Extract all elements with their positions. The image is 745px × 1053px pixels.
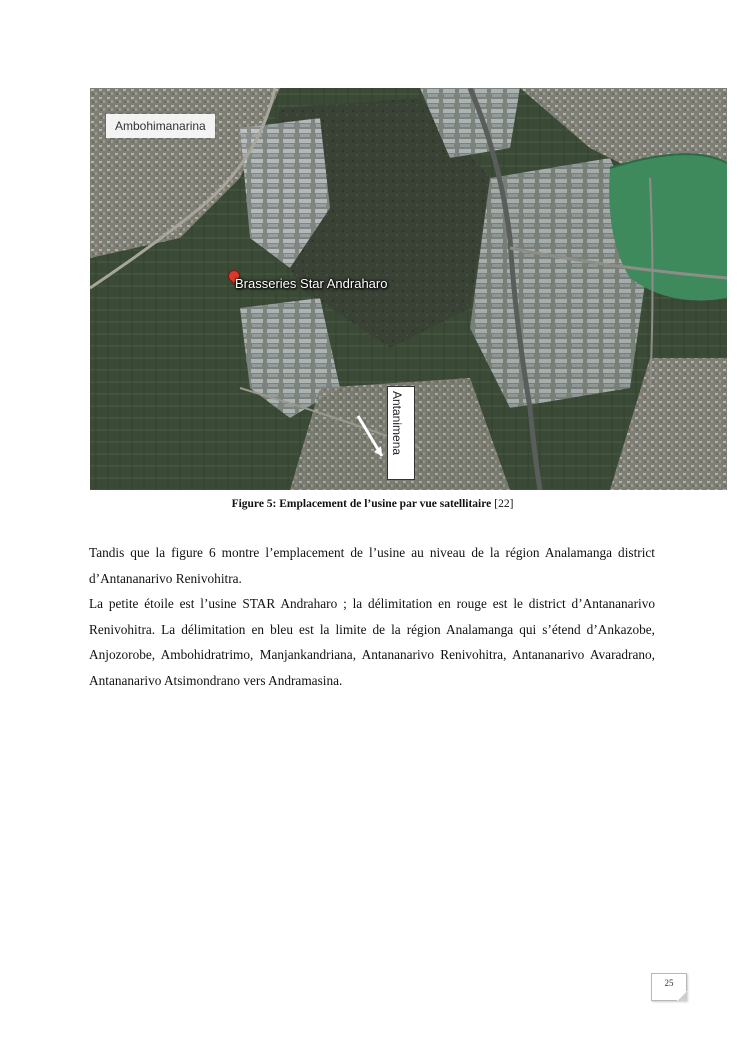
paragraph-2: La petite étoile est l’usine STAR Andraharo ; la délimitation en rouge est le district d’Antananarivo Renivohitra. La délimitation en bleu est la limite de la région Analamanga qui s’étend d’Ankazobe, Anjozorobe, Ambohidratrimo, Manjankandriana, Antananarivo Renivohitra, Antananarivo Avaradrano, Antananarivo Atsimondrano vers Andramasina.: [89, 596, 655, 688]
figure-caption-title: Figure 5: Emplacement de l’usine par vue satellitaire: [231, 498, 492, 510]
figure-caption: [0, 498, 745, 510]
page-number-box: [651, 973, 687, 1001]
body-text: [89, 540, 655, 693]
map-label-brasseries-star: Brasseries Star Andraharo: [235, 276, 388, 291]
satellite-image: [90, 88, 727, 490]
map-label-box-antanimena: [387, 386, 415, 480]
figure-caption-reference: [22]: [494, 498, 514, 510]
map-label-antanimena: Antanimena: [390, 391, 404, 456]
page-number: 25: [664, 978, 674, 988]
map-label-ambohimanarina: Ambohimanarina: [106, 114, 215, 138]
paragraph-1: Tandis que la figure 6 montre l’emplacement de l’usine au niveau de la région Analamanga district d’Antananarivo Renivohitra.: [89, 545, 655, 586]
page-curl-icon: [677, 991, 687, 1001]
